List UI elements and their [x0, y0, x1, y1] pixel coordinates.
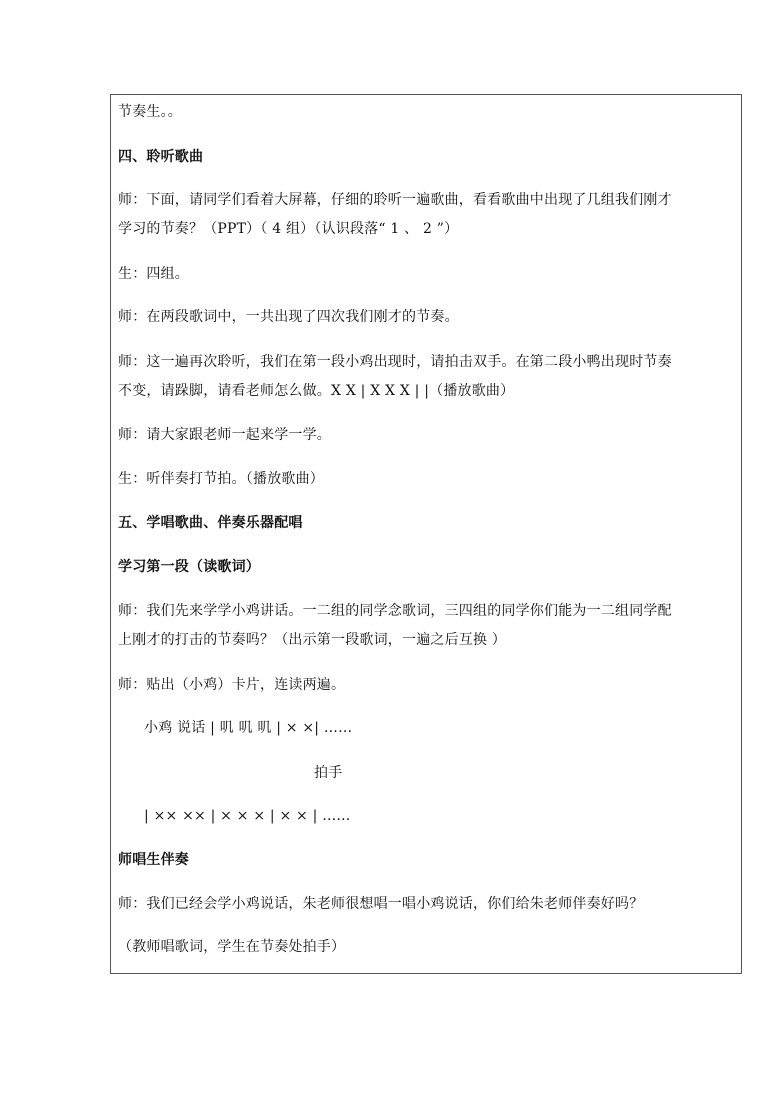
text-line-14: 上刚才的打击的节奏吗？（出示第一段歌词，一遍之后互换 ） — [118, 632, 507, 648]
text-line-20: 师：我们已经会学小鸡说话，朱老师很想唱一唱小鸡说话，你们给朱老师伴奏好吗？ — [118, 896, 644, 912]
text-line-9: 师：请大家跟老师一起来学一学。 — [118, 427, 331, 443]
section-heading-sing: 五、学唱歌曲、伴奏乐器配唱 — [118, 515, 303, 531]
text-line-3: 师：下面，请同学们看着大屏幕，仔细的聆听一遍歌曲，看看歌曲中出现了几组我们刚才 — [118, 192, 672, 208]
section-heading-listen: 四、聆听歌曲 — [118, 149, 204, 165]
clap-rhythm-line: | ×× ×× | × × × | × × | …… — [144, 808, 351, 824]
text-line-1: 节奏生。。 — [118, 104, 182, 120]
text-line-13: 师：我们先来学学小鸡讲话。一二组的同学念歌词，三四组的同学你们能为一二组同学配 — [118, 603, 672, 619]
text-line-4: 学习的节奏？（PPT）（ 4 组）（认识段落“ 1 、 2 ”） — [118, 221, 459, 237]
text-line-6: 师：在两段歌词中，一共出现了四次我们刚才的节奏。 — [118, 309, 459, 325]
text-line-15: 师：贴出（小鸡）卡片，连读两遍。 — [118, 677, 346, 693]
text-line-8-rhythm: 不变，请跺脚，请看老师怎么做。X X | X X X | |（播放歌曲） — [118, 383, 515, 399]
text-line-7: 师：这一遍再次聆听，我们在第一段小鸡出现时，请拍击双手。在第二段小鸭出现时节奏 — [118, 354, 672, 370]
lyrics-rhythm-line: 小鸡 说话 | 叽 叽 叽 | × ×| …… — [144, 720, 353, 736]
text-line-5: 生：四组。 — [118, 266, 189, 282]
text-line-21: （教师唱歌词，学生在节奏处拍手） — [118, 939, 346, 955]
text-line-10: 生：听伴奏打节拍。（播放歌曲） — [118, 471, 324, 487]
subheading-teacher-sings: 师唱生伴奏 — [118, 852, 189, 868]
clap-label: 拍手 — [314, 765, 343, 781]
subheading-first-verse: 学习第一段（读歌词） — [118, 559, 260, 575]
